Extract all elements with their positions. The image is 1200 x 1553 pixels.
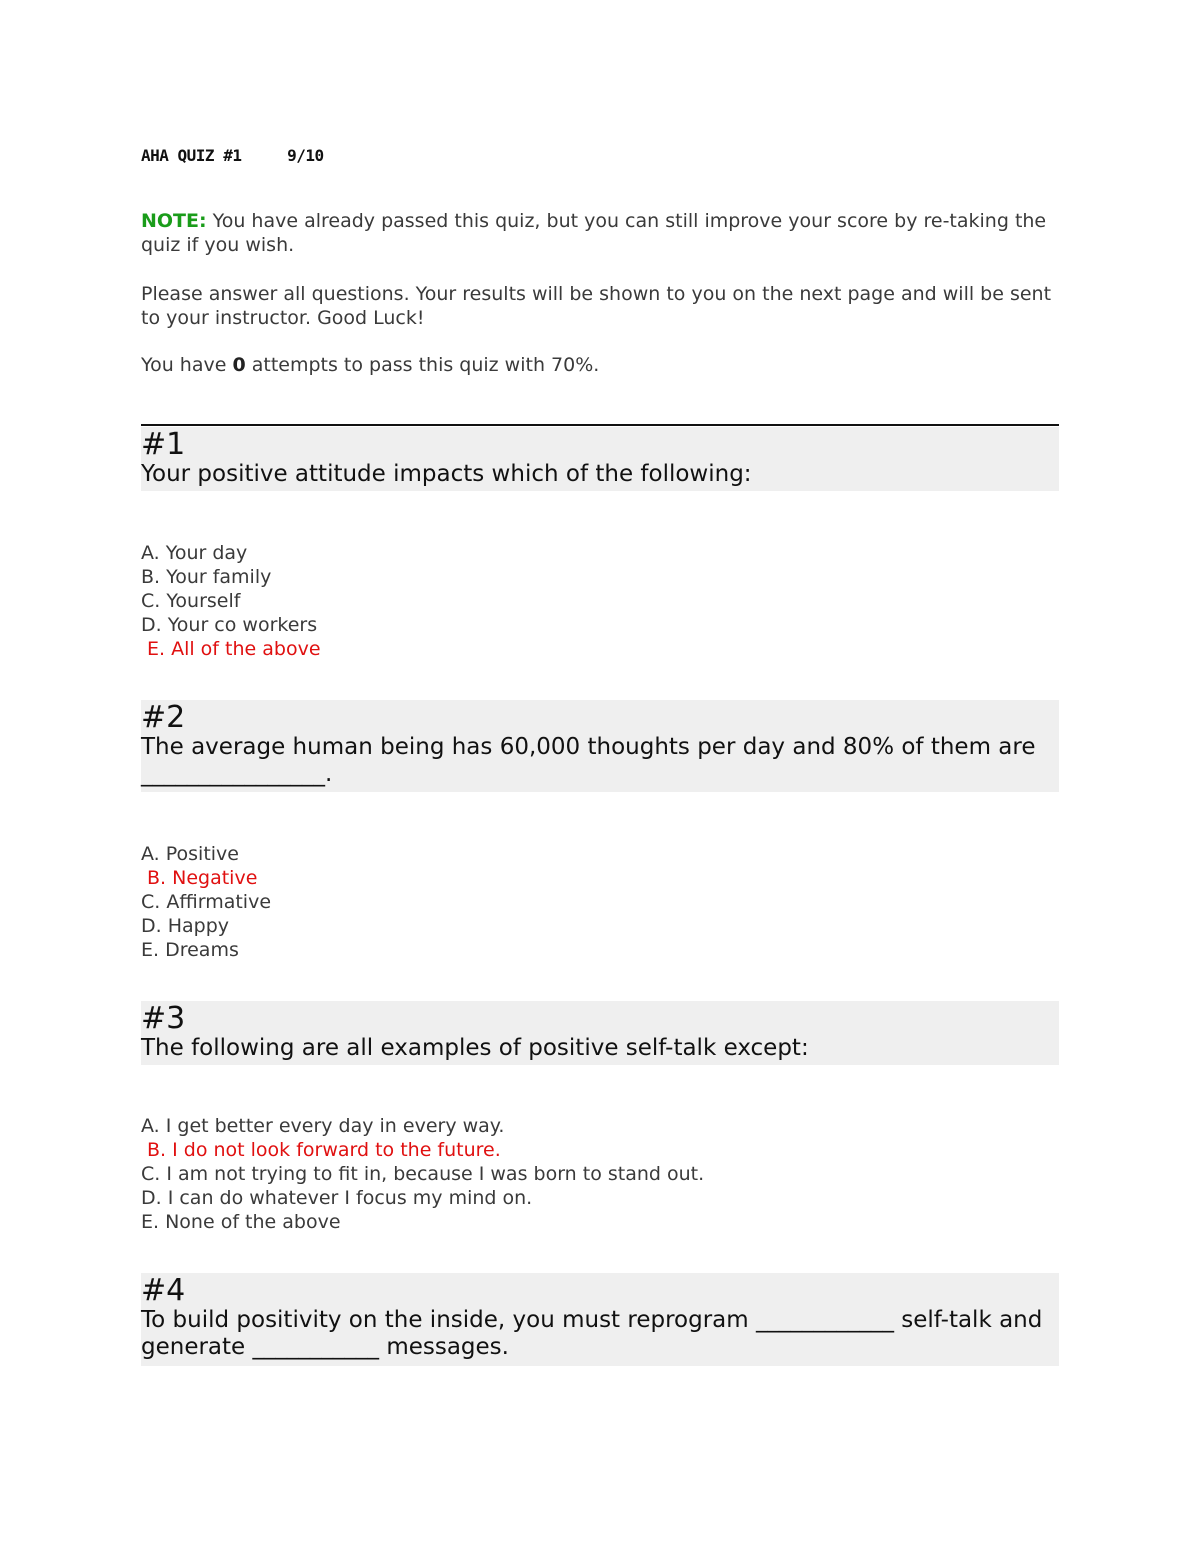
question-1-option-b[interactable]: B. Your family [141, 566, 272, 588]
question-1-option-a[interactable]: A. Your day [141, 542, 248, 564]
question-1-header [141, 427, 1059, 491]
question-1-option-c[interactable]: C. Yourself [141, 590, 241, 612]
note-text: You have already passed this quiz, but you can still improve your score by re-taking the quiz if you wish. [141, 210, 1047, 256]
question-3-option-c[interactable]: C. I am not trying to fit in, because I was born to stand out. [141, 1163, 705, 1185]
question-3-option-e[interactable]: E. None of the above [141, 1211, 341, 1233]
question-1-option-d[interactable]: D. Your co workers [141, 614, 318, 636]
attempts-suffix: attempts to pass this quiz with 70%. [245, 354, 600, 376]
question-4-header [141, 1273, 1059, 1366]
question-1-text: Your positive attitude impacts which of the following: [141, 461, 752, 487]
note-label: NOTE: [141, 210, 207, 232]
question-2-number: #2 [141, 700, 186, 735]
question-3-text: The following are all examples of positive self-talk except: [141, 1035, 809, 1061]
attempts-prefix: You have [141, 354, 233, 376]
attempts-count: 0 [232, 354, 246, 376]
question-3-number: #3 [141, 1001, 186, 1036]
instructions-paragraph: Please answer all questions. Your results will be shown to you on the next page and will be sent to your instructor. Good Luck! [141, 283, 1052, 329]
question-2-option-e[interactable]: E. Dreams [141, 939, 239, 961]
question-2-option-a[interactable]: A. Positive [141, 843, 239, 865]
question-3-option-d[interactable]: D. I can do whatever I focus my mind on. [141, 1187, 533, 1209]
question-3-option-b[interactable]: B. I do not look forward to the future. [147, 1139, 501, 1161]
question-2-header [141, 700, 1059, 792]
question-1-number: #1 [141, 427, 186, 462]
question-3-header [141, 1001, 1059, 1065]
question-4-text: To build positivity on the inside, you must reprogram ____________ self-talk and generate ___________ messages. [141, 1307, 1043, 1360]
question-3-option-a[interactable]: A. I get better every day in every way. [141, 1115, 505, 1137]
section-divider [141, 424, 1059, 426]
question-4-number: #4 [141, 1273, 186, 1308]
quiz-title [141, 146, 324, 165]
question-2-option-d[interactable]: D. Happy [141, 915, 230, 937]
question-2-options [141, 842, 1059, 962]
question-1-option-e[interactable]: E. All of the above [147, 638, 321, 660]
attempts-paragraph [141, 353, 1059, 377]
question-2-option-c[interactable]: C. Affirmative [141, 891, 272, 913]
question-3-options [141, 1114, 1059, 1234]
note-paragraph [141, 209, 1059, 257]
question-2-text: The average human being has 60,000 thoughts per day and 80% of them are ________________. [141, 734, 1036, 787]
question-2-option-b[interactable]: B. Negative [147, 867, 258, 889]
quiz-score: 9/10 [287, 146, 324, 165]
quiz-title-text: AHA QUIZ #1 [141, 146, 242, 165]
question-1-options [141, 541, 1059, 661]
